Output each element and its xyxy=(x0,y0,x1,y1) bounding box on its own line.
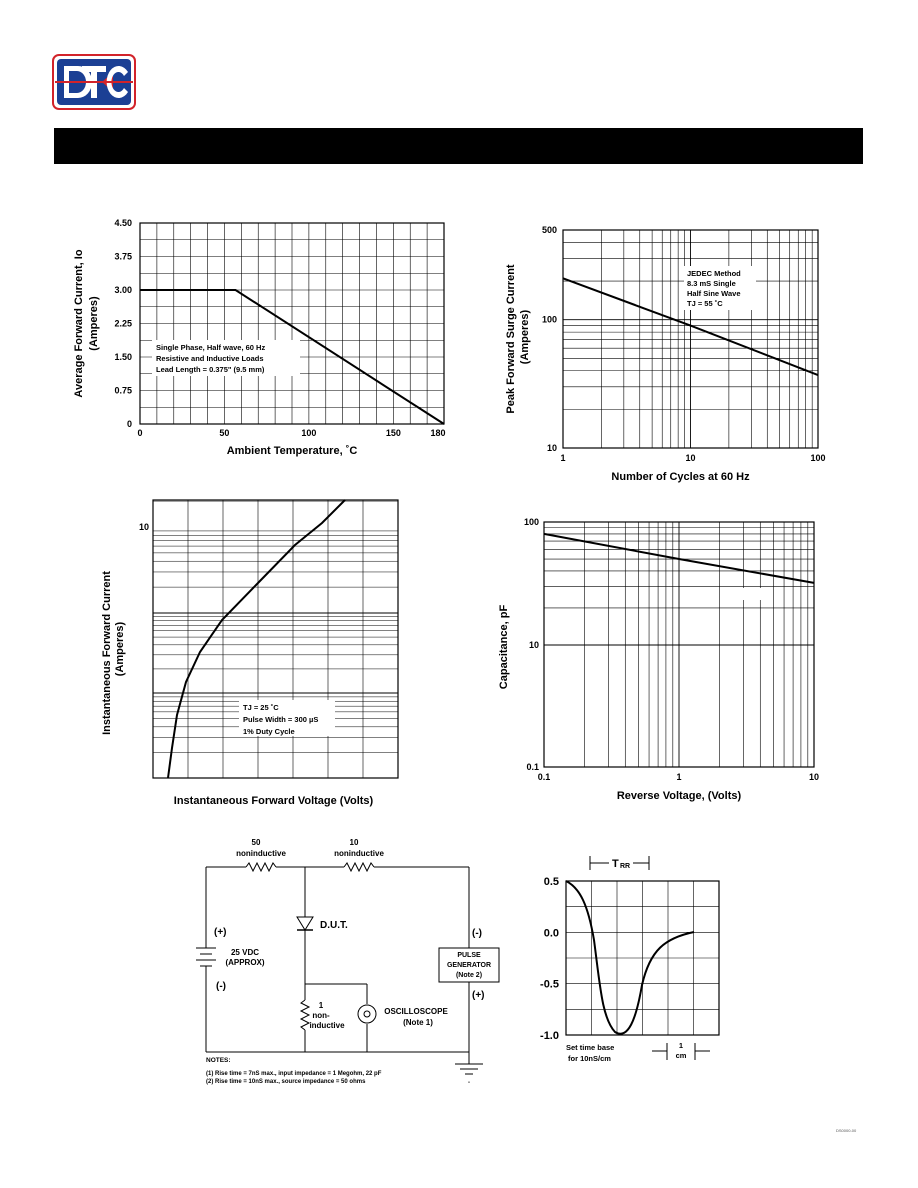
annotation-line: Pulse Width = 300 µS xyxy=(243,715,319,724)
circuit-label-notesT: NOTES: xyxy=(206,1057,231,1064)
circuit-label-pgA: PULSE xyxy=(457,952,481,959)
y-tick-label: 100 xyxy=(523,517,539,527)
circuit-label-r3c: inductive xyxy=(309,1021,345,1030)
x-tick-label: 150 xyxy=(385,428,401,438)
y-axis-label-units: (Amperes) xyxy=(114,621,126,677)
annotation-line: TJ = 55 ˚C xyxy=(687,299,723,308)
circuit-label-dut: D.U.T. xyxy=(320,920,348,931)
footer-code: DS0000-00 xyxy=(836,1128,857,1133)
y-tick-label: 0.75 xyxy=(114,385,132,396)
x-axis-label: Instantaneous Forward Voltage (Volts) xyxy=(173,795,374,807)
circuit-label-r2b: noninductive xyxy=(334,849,384,858)
y-tick-label: 10 xyxy=(546,443,557,453)
circuit-label-minusL: (-) xyxy=(216,981,226,992)
y-axis-label-units: (Amperes) xyxy=(519,309,531,365)
x-axis-label: Ambient Temperature, ˚C xyxy=(226,445,358,457)
annotation-line: TJ = 25 ˚C xyxy=(243,703,279,712)
x-tick-label: 100 xyxy=(810,453,826,463)
y-tick-label: 3.00 xyxy=(114,285,132,295)
circuit-label-plusL: (+) xyxy=(214,927,227,938)
y-tick-label: 1.50 xyxy=(114,352,132,362)
y-tick-label: 0.5 xyxy=(543,876,559,888)
circuit-label-scA: OSCILLOSCOPE xyxy=(384,1007,448,1016)
annotation-line: Resistive and Inductive Loads xyxy=(156,354,264,363)
circuit-label-plusR: (+) xyxy=(472,990,485,1001)
y-tick-label: -0.5 xyxy=(540,978,559,991)
x-tick-label: 10 xyxy=(808,772,820,782)
circuit-label-r3a: 1 xyxy=(318,1001,324,1010)
y-tick-label: 10 xyxy=(138,522,149,532)
y-tick-label: 2.25 xyxy=(114,318,132,329)
annotation-line: Half Sine Wave xyxy=(687,289,741,298)
y-tick-label: 0.0 xyxy=(543,927,559,940)
y-axis-label: Instantaneous Forward Current xyxy=(101,571,113,735)
circuit-label-r1a: 50 xyxy=(251,838,261,847)
circuit-label-srcA: 25 VDC xyxy=(230,948,260,957)
timebase-note: Set time base xyxy=(566,1043,615,1052)
annotation-line: Single Phase, Half wave, 60 Hz xyxy=(156,343,266,352)
x-tick-label: 0 xyxy=(137,428,143,438)
annotation-line: 8.3 mS Single xyxy=(687,279,736,288)
x-tick-label: 50 xyxy=(219,428,230,438)
circuit-label-pgB: GENERATOR xyxy=(446,962,492,969)
x-tick-label: 0.1 xyxy=(537,772,551,782)
y-axis-label: Peak Forward Surge Current xyxy=(505,264,517,414)
circuit-label-r1b: noninductive xyxy=(236,849,286,858)
x-axis-label: Reverse Voltage, (Volts) xyxy=(616,790,742,802)
trr-label: T xyxy=(612,858,619,870)
annotation-line: Lead Length = 0.375" (9.5 mm) xyxy=(156,365,265,374)
circuit-label-r2a: 10 xyxy=(349,838,359,847)
y-tick-label: 100 xyxy=(541,314,557,325)
resistor-10 xyxy=(344,863,374,871)
x-tick-label: 100 xyxy=(301,428,317,438)
y-tick-label: 4.50 xyxy=(114,218,132,228)
annotation-line: JEDEC Method xyxy=(687,269,741,278)
y-tick-label: 0 xyxy=(126,419,132,429)
y-axis-label: Average Forward Current, Io xyxy=(73,249,85,398)
scale-note: 1 xyxy=(678,1041,684,1050)
annotation-line: 1% Duty Cycle xyxy=(243,727,295,736)
svg-text:-: - xyxy=(468,1080,470,1086)
timebase-note: for 10nS/cm xyxy=(568,1054,611,1063)
y-tick-label: 500 xyxy=(541,225,557,235)
x-tick-label: 1 xyxy=(560,453,566,463)
circuit-label-srcB: (APPROX) xyxy=(225,958,265,967)
scale-note: cm xyxy=(675,1051,687,1060)
x-tick-label: 1 xyxy=(676,772,682,782)
y-tick-label: 3.75 xyxy=(114,251,132,262)
y-tick-label: -1.0 xyxy=(540,1030,559,1042)
y-axis-label-units: (Amperes) xyxy=(88,296,100,351)
circuit-label-note2: (2) Rise time = 10nS max., source impedance = 50 ohms xyxy=(206,1079,366,1085)
y-tick-label: 10 xyxy=(528,640,539,650)
circuit-label-r3b: non- xyxy=(312,1011,330,1020)
oscilloscope-symbol xyxy=(358,1005,376,1023)
y-tick-label: 0.1 xyxy=(526,762,539,772)
y-axis-label: Capacitance, pF xyxy=(498,604,510,690)
circuit-label-scB: (Note 1) xyxy=(403,1018,433,1027)
x-tick-label: 10 xyxy=(685,453,696,463)
x-axis-label: Number of Cycles at 60 Hz xyxy=(611,471,750,483)
diode-symbol xyxy=(297,917,313,930)
resistor-50 xyxy=(246,863,276,871)
circuit-label-pgC: (Note 2) xyxy=(455,972,483,979)
circuit-label-note1: (1) Rise time = 7nS max., input impedance = 1 Megohm, 22 pF xyxy=(206,1071,382,1077)
circuit-label-minusR: (-) xyxy=(472,928,482,939)
x-tick-label: 180 xyxy=(430,428,446,438)
trr-subscript: RR xyxy=(620,863,631,870)
